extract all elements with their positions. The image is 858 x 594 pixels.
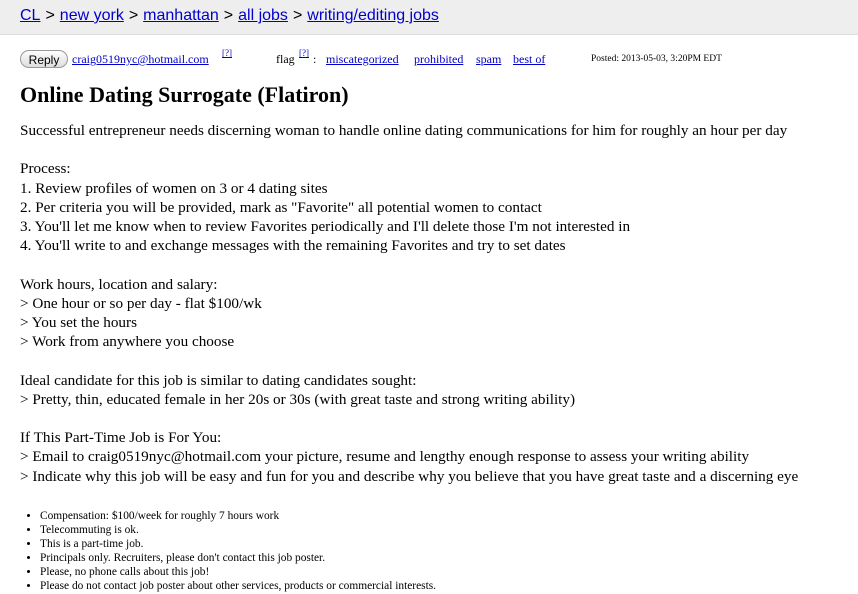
- notice-item: • Principals only. Recruiters, please don't contact this job poster.: [40, 552, 436, 566]
- post-body-line: [20, 351, 850, 370]
- post-body: [20, 121, 850, 486]
- post-body-line: Successful entrepreneur needs discerning woman to handle online dating communications for him for roughly an hour per day: [20, 122, 788, 139]
- post-title: Online Dating Surrogate (Flatiron): [20, 82, 349, 107]
- reply-button[interactable]: Reply: [20, 50, 68, 68]
- notice-item: • Compensation: $100/week for roughly 7 hours work: [40, 510, 436, 524]
- flag-best-of-link[interactable]: best of: [513, 52, 546, 66]
- post-body-line: > Indicate why this job will be easy and fun for you and describe why you believe that you have great taste and a discerning eye: [20, 467, 799, 485]
- flag-spam-link[interactable]: spam: [476, 52, 502, 66]
- post-body-line: If This Part-Time Job is For You:: [20, 429, 222, 447]
- notice-item: • Please, no phone calls about this job!: [40, 566, 436, 580]
- post-body-line: 3. You'll let me know when to review Favorites periodically and I'll delete those I'm not interested in: [20, 218, 631, 235]
- post-body-line: > One hour or so per day - flat $100/wk: [20, 294, 262, 312]
- post-body-line: Process:: [20, 160, 71, 178]
- breadcrumb-separator: >: [292, 7, 303, 24]
- breadcrumb-separator: >: [128, 7, 139, 24]
- breadcrumb-new-york[interactable]: new york: [59, 7, 124, 24]
- post-body-line: Ideal candidate for this job is similar to dating candidates sought:: [20, 371, 417, 389]
- post-body-line: [20, 255, 850, 274]
- post-body-line: Work hours, location and salary:: [20, 275, 218, 293]
- flag-colon: :: [313, 52, 317, 66]
- breadcrumb-separator: >: [45, 7, 55, 24]
- post-body-line: 1. Review profiles of women on 3 or 4 dating sites: [20, 179, 328, 197]
- posted-date: Posted: 2013-05-03, 3:20PM EDT: [591, 54, 722, 64]
- post-body-line: 2. Per criteria you will be provided, mark as "Favorite" all potential women to contact: [20, 198, 542, 216]
- flag-miscategorized-link[interactable]: miscategorized: [326, 52, 399, 66]
- post-body-line: [20, 140, 850, 159]
- flag-help-link[interactable]: [?]: [299, 48, 309, 58]
- breadcrumb-all-jobs[interactable]: all jobs: [238, 7, 288, 24]
- reply-help-link[interactable]: [?]: [222, 48, 232, 58]
- breadcrumb-writing-editing-jobs[interactable]: writing/editing jobs: [307, 7, 439, 24]
- breadcrumb-separator: >: [223, 7, 234, 24]
- breadcrumb-bar: [0, 0, 858, 35]
- notices-list: [20, 510, 436, 593]
- breadcrumb-cl[interactable]: CL: [20, 7, 41, 24]
- notice-item: • Telecommuting is ok.: [40, 524, 436, 538]
- notice-item: • This is a part-time job.: [40, 538, 436, 552]
- post-body-line: 4. You'll write to and exchange messages with the remaining Favorites and try to set dates: [20, 237, 566, 255]
- post-body-line: > Work from anywhere you choose: [20, 333, 235, 351]
- post-body-line: > You set the hours: [20, 314, 137, 331]
- action-row: [20, 50, 840, 70]
- flag-label: flag: [276, 52, 295, 66]
- notice-item: • Please do not contact job poster about other services, products or commercial interests.: [40, 580, 436, 594]
- post-body-line: > Pretty, thin, educated female in her 20s or 30s (with great taste and strong writing ability): [20, 390, 576, 408]
- breadcrumb: [20, 6, 439, 26]
- flag-prohibited-link[interactable]: prohibited: [414, 52, 464, 66]
- reply-email-link[interactable]: craig0519nyc@hotmail.com: [72, 52, 209, 66]
- post-body-line: > Email to craig0519nyc@hotmail.com your picture, resume and lengthy enough response to assess your writing ability: [20, 448, 750, 466]
- breadcrumb-manhattan[interactable]: manhattan: [143, 7, 219, 24]
- post-body-line: [20, 409, 850, 428]
